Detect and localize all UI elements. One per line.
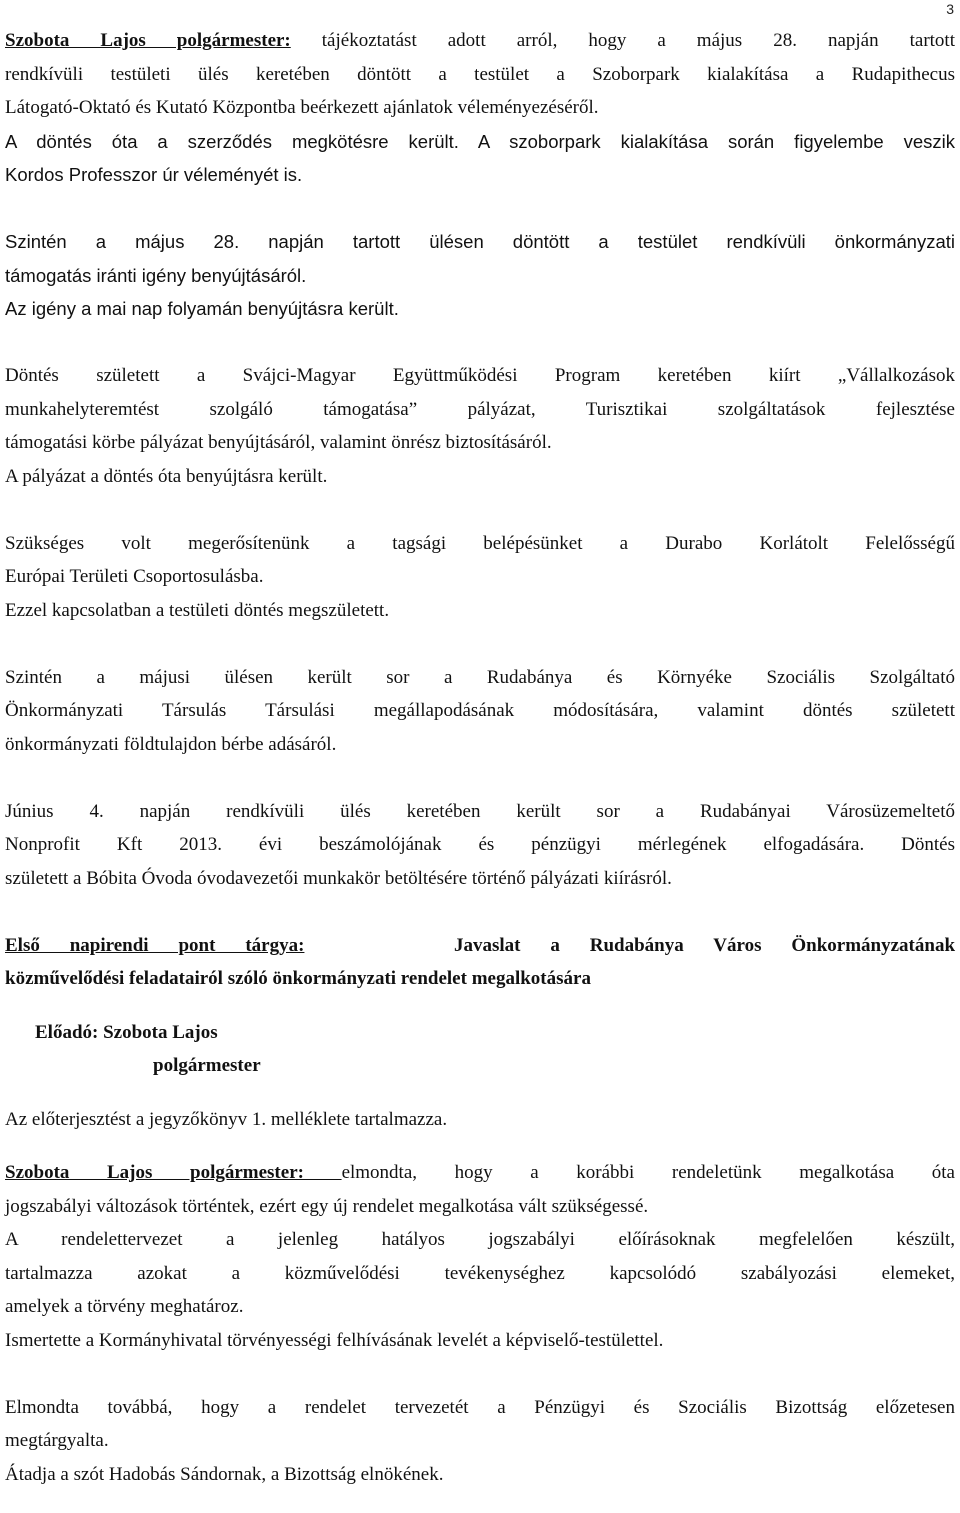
agenda-label: Első napirendi pont tárgya:	[5, 934, 305, 956]
text-line	[5, 929, 955, 963]
paragraph-mayor-report	[5, 24, 955, 192]
text-line: Látogató-Oktató és Kutató Központba beérkezett ajánlatok véleményezéséről.	[5, 97, 599, 118]
text-line: A rendelettervezet a jelenleg hatályos jogszabályi előírásoknak megfelelően készült,	[5, 1229, 955, 1250]
speaker-label: Szobota Lajos polgármester:	[5, 1162, 342, 1183]
text-line: önkormányzati földtulajdon bérbe adásáról.	[5, 733, 337, 755]
text-line: Önkormányzati Társulás Társulási megállapodásának módosítására, valamint döntés született	[5, 700, 955, 721]
text-line: A döntés óta a szerződés megkötésre került. A szoborpark kialakítása során figyelembe veszik	[5, 130, 955, 152]
text-line: jogszabályi változások történtek, ezért egy új rendelet megalkotása vált szükségessé.	[5, 1195, 649, 1217]
text-line: Szintén a május 28. napján tartott ülésen döntött a testület rendkívüli önkormányzati	[5, 231, 955, 252]
text-line: Szintén a májusi ülésen került sor a Rudabánya és Környéke Szociális Szolgáltató	[5, 666, 955, 688]
text-line: Az igény a mai nap folyamán benyújtásra került.	[5, 298, 399, 319]
presenter-line: Előadó: Szobota Lajos	[35, 1021, 218, 1043]
text-line: Átadja a szót Hadobás Sándornak, a Bizottság elnökének.	[5, 1463, 444, 1485]
paragraph-mayor-statement	[5, 1156, 955, 1357]
agenda-item-heading	[5, 929, 955, 996]
paragraph-june-session	[5, 795, 955, 896]
presenter-block	[5, 1016, 955, 1083]
text-line: rendkívüli testületi ülés keretében döntött a testület a Szoborpark kialakítása a Rudapithecus	[5, 63, 955, 85]
text-line: tartalmazza azokat a közművelődési tevékenységhez kapcsolódó szabályozási elemeket,	[5, 1262, 955, 1284]
paragraph-committee	[5, 1391, 955, 1492]
document-body	[5, 24, 955, 1491]
text-line: Európai Területi Csoportosulásba.	[5, 566, 264, 587]
text-line: munkahelyteremtést szolgáló támogatása” pályázat, Turisztikai szolgáltatások fejlesztése	[5, 398, 955, 420]
speaker-label: Szobota Lajos polgármester:	[5, 30, 291, 51]
text-line: Döntés született a Svájci-Magyar Együttműködési Program keretében kiírt „Vállalkozások	[5, 365, 955, 386]
paragraph-durabo	[5, 527, 955, 628]
text-line: Nonprofit Kft 2013. évi beszámolójának és pénzügyi mérlegének elfogadására. Döntés	[5, 834, 955, 855]
text-line: Kordos Professzor úr véleményét is.	[5, 164, 303, 185]
paragraph-association	[5, 661, 955, 762]
text-line: A pályázat a döntés óta benyújtásra került.	[5, 465, 328, 487]
text-line: megtárgyalta.	[5, 1430, 109, 1451]
text-line: született a Bóbita Óvoda óvodavezetői munkakör betöltésére történő pályázati kiírásról.	[5, 867, 672, 889]
text-line: Szobota Lajos polgármester: elmondta, hogy a korábbi rendeletünk megalkotása óta	[5, 1162, 955, 1183]
text-line: Az előterjesztést a jegyzőkönyv 1. melléklete tartalmazza.	[5, 1108, 448, 1130]
text-line: Ismertette a Kormányhivatal törvényességi felhívásának levelét a képviselő-testülettel.	[5, 1329, 664, 1351]
text-line: támogatás iránti igény benyújtásáról.	[5, 264, 307, 286]
text-line: Ezzel kapcsolatban a testületi döntés megszületett.	[5, 599, 390, 621]
page-number: 3	[946, 1, 954, 17]
text-line: Június 4. napján rendkívüli ülés keretében került sor a Rudabányai Városüzemeltető	[5, 800, 955, 822]
agenda-title: Javaslat a Rudabánya Város Önkormányzatának	[453, 934, 956, 956]
text-line: közművelődési feladatairól szóló önkormányzati rendelet megalkotására	[5, 968, 591, 989]
text-line: Szobota Lajos polgármester: tájékoztatást adott arról, hogy a május 28. napján tartott	[5, 30, 955, 51]
text-line: támogatási körbe pályázat benyújtásáról, valamint önrész biztosításáról.	[5, 432, 552, 453]
presenter-role: polgármester	[153, 1055, 261, 1076]
text-line: Elmondta továbbá, hogy a rendelet tervezetét a Pénzügyi és Szociális Bizottság előzetesen	[5, 1396, 955, 1418]
text-line: amelyek a törvény meghatároz.	[5, 1296, 244, 1317]
text-line: Szükséges volt megerősítenünk a tagsági belépésünket a Durabo Korlátolt Felelősségű	[5, 532, 955, 554]
paragraph-swiss-program	[5, 359, 955, 493]
attachment-note	[5, 1103, 955, 1137]
paragraph-support-claim	[5, 225, 955, 326]
